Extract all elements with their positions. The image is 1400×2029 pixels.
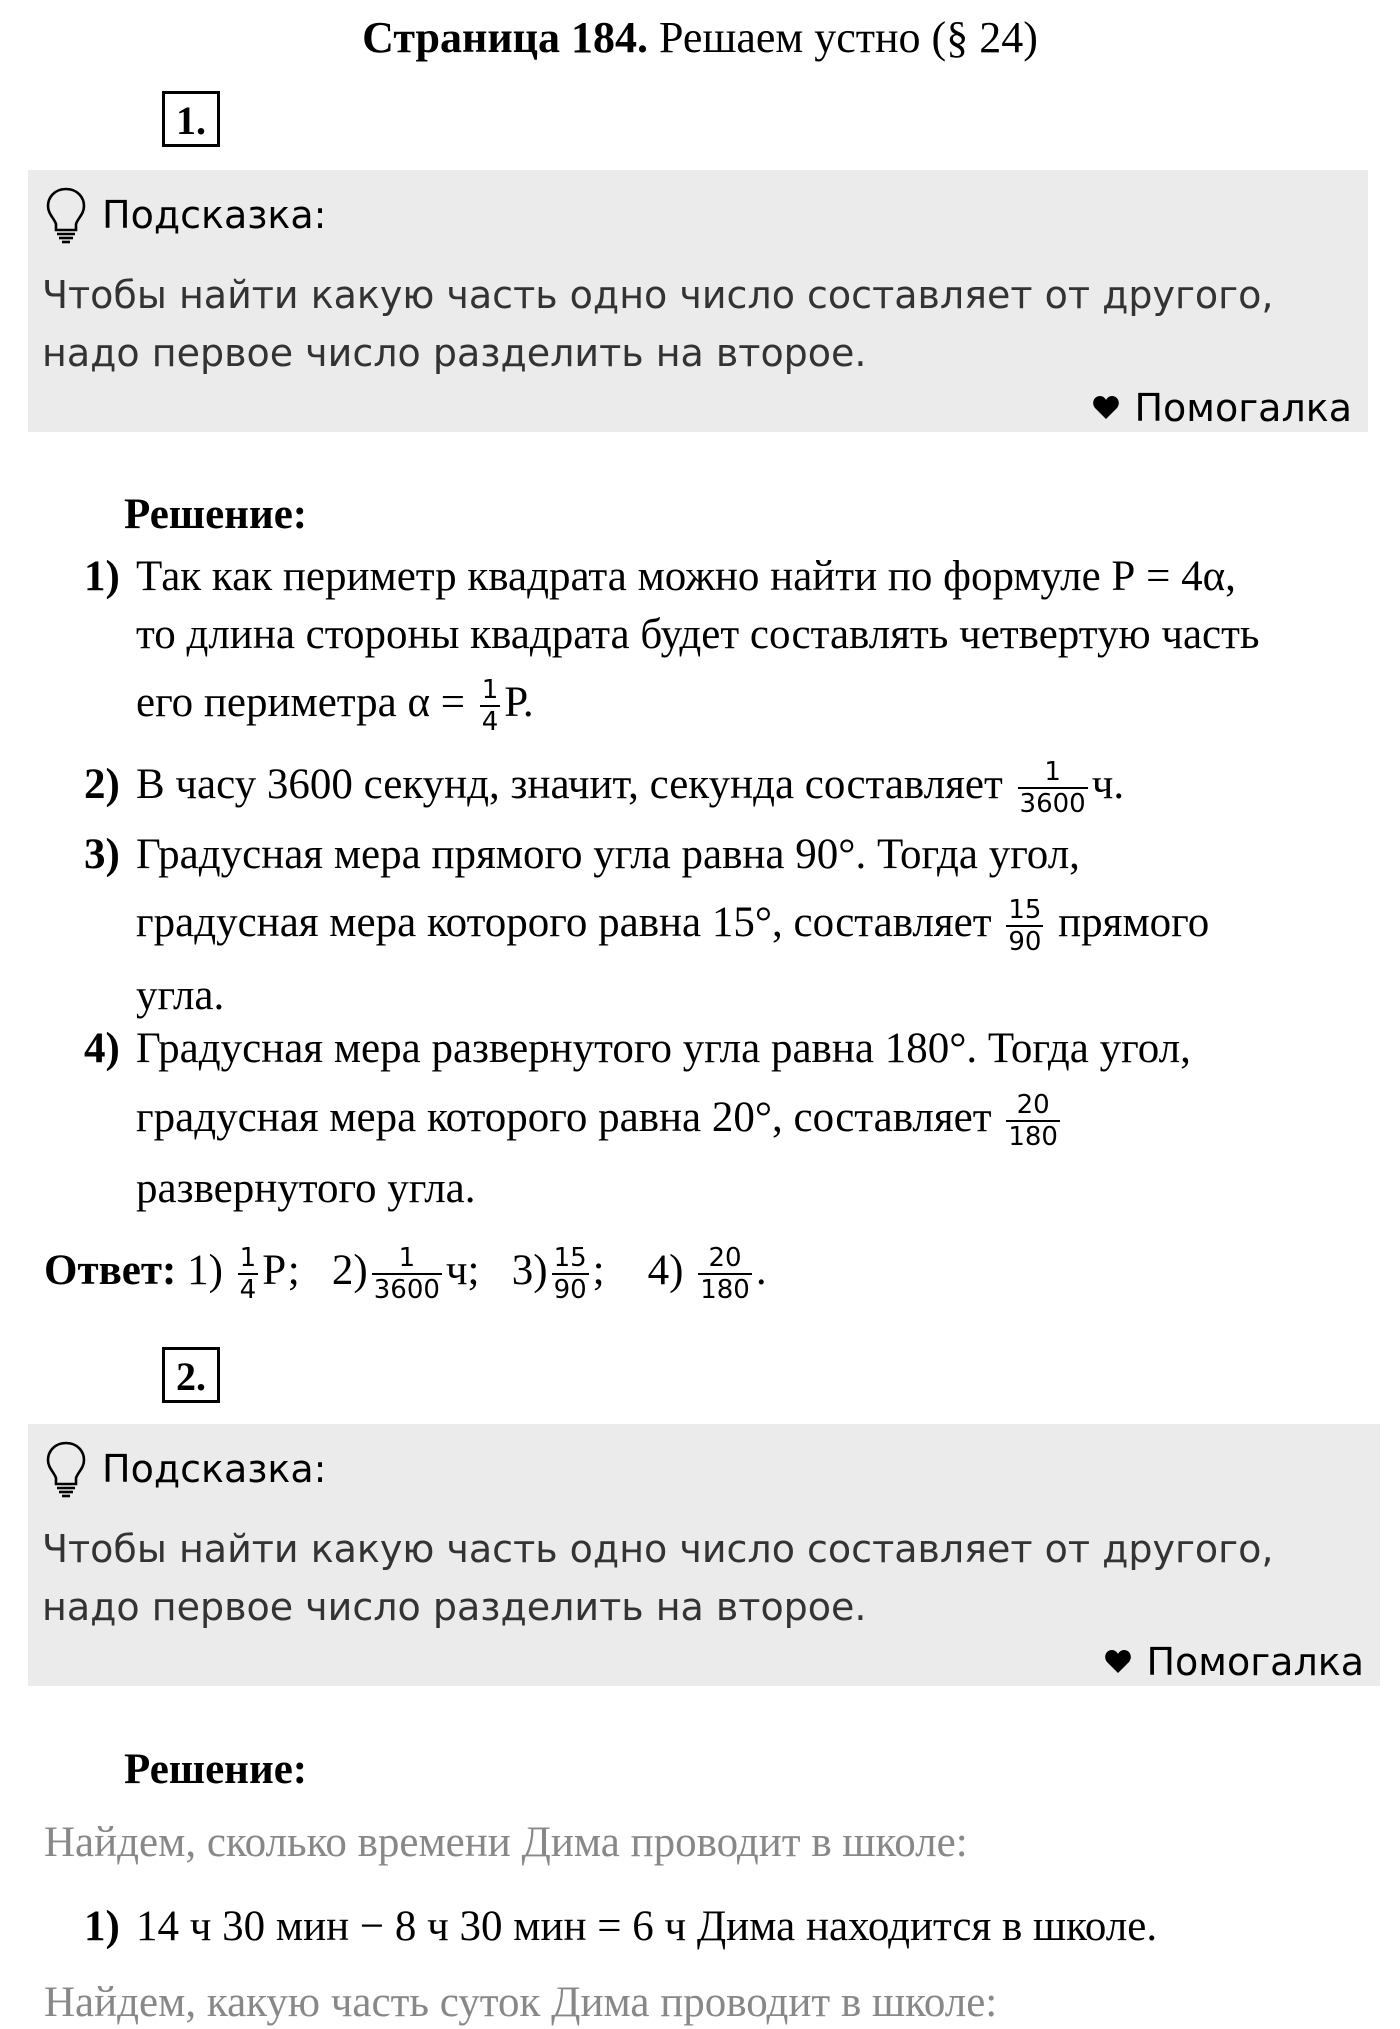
item-4-line-3: развернутого угла. bbox=[136, 1165, 476, 1212]
item-text: градусная мера которого равна 20°, составляет bbox=[136, 1094, 992, 1141]
fraction-denominator: 4 bbox=[239, 1275, 257, 1306]
item-number: 3) bbox=[84, 831, 120, 878]
fraction-numerator: 15 bbox=[553, 1243, 587, 1274]
page-title bbox=[0, 12, 1400, 63]
answer-label: Ответ: bbox=[44, 1247, 177, 1294]
answer-part: 2) bbox=[331, 1247, 368, 1294]
fraction-denominator: 90 bbox=[1008, 927, 1042, 958]
heart-icon bbox=[1104, 1649, 1132, 1675]
page-title-rest: Решаем устно (§ 24) bbox=[648, 13, 1038, 62]
hint-text: Чтобы найти какую часть одно число составляет от другого, надо первое число разделить на второе. bbox=[42, 1527, 1274, 1629]
fraction-numerator: 1 bbox=[481, 675, 499, 706]
fraction bbox=[480, 675, 501, 737]
task-number-1: 1. bbox=[162, 91, 220, 147]
answer-part: 4) bbox=[647, 1247, 684, 1294]
fraction-numerator: 20 bbox=[1016, 1090, 1050, 1121]
task-number-2: 2. bbox=[162, 1347, 220, 1403]
lightbulb-icon bbox=[44, 186, 88, 244]
item-number: 2) bbox=[84, 761, 120, 808]
item-number: 1) bbox=[84, 1903, 120, 1950]
item-number: 1) bbox=[84, 553, 120, 600]
solution-item-3 bbox=[84, 822, 1080, 888]
fraction bbox=[372, 1243, 442, 1305]
fraction-denominator: 3600 bbox=[373, 1275, 440, 1306]
answer-part: Р; bbox=[262, 1247, 300, 1294]
lightbulb-icon bbox=[44, 1440, 88, 1498]
item-line: Градусная мера развернутого угла равна 180°. Тогда угол, bbox=[136, 1025, 1191, 1072]
fraction-denominator: 180 bbox=[700, 1275, 750, 1306]
brand-label: Помогалка bbox=[1134, 386, 1352, 430]
heart-icon bbox=[1092, 395, 1120, 421]
answer-part: . bbox=[755, 1247, 767, 1294]
answer-part: 3) bbox=[511, 1247, 548, 1294]
item-3-line-2 bbox=[136, 890, 1209, 957]
item-text: градусная мера которого равна 15°, составляет bbox=[136, 899, 992, 946]
hint-header bbox=[44, 186, 326, 244]
item-text: прямого bbox=[1047, 899, 1210, 946]
solution-step-1 bbox=[84, 1894, 1157, 1960]
solution-intro-1: Найдем, сколько времени Дима проводит в школе: bbox=[44, 1819, 968, 1866]
fraction-denominator: 180 bbox=[1008, 1122, 1058, 1153]
hint-text: Чтобы найти какую часть одно число составляет от другого, надо первое число разделить на второе. bbox=[42, 273, 1274, 375]
answer-part: ч; bbox=[445, 1247, 480, 1294]
solution-item-2 bbox=[84, 752, 1124, 819]
item-text: Р. bbox=[504, 679, 534, 726]
page-title-bold: Страница 184. bbox=[362, 13, 649, 62]
fraction bbox=[698, 1243, 752, 1305]
fraction-numerator: 1 bbox=[1044, 757, 1061, 788]
item-4-line-2 bbox=[136, 1085, 1064, 1152]
hint-title: Подсказка: bbox=[102, 1447, 327, 1491]
hint-box-2 bbox=[28, 1424, 1380, 1686]
hint-header bbox=[44, 1440, 326, 1498]
fraction bbox=[1018, 757, 1088, 819]
item-line: Так как периметр квадрата можно найти по формуле Р = 4α, bbox=[136, 553, 1236, 600]
item-text: его периметра α = bbox=[136, 679, 465, 726]
fraction-numerator: 20 bbox=[708, 1243, 742, 1274]
fraction-numerator: 1 bbox=[398, 1243, 416, 1274]
fraction bbox=[552, 1243, 589, 1305]
fraction-numerator: 15 bbox=[1008, 895, 1042, 926]
fraction-denominator: 90 bbox=[553, 1275, 587, 1306]
item-1-line-2: то длина стороны квадрата будет составлять четвертую часть bbox=[136, 611, 1260, 658]
fraction bbox=[1006, 895, 1043, 957]
solution-item-4 bbox=[84, 1016, 1191, 1082]
brand-link[interactable] bbox=[1104, 1640, 1364, 1684]
item-1-line-3 bbox=[136, 670, 534, 737]
item-text: ч. bbox=[1091, 761, 1125, 808]
answer-line bbox=[44, 1238, 767, 1305]
answer-part: ; bbox=[592, 1247, 605, 1294]
fraction-numerator: 1 bbox=[239, 1243, 257, 1274]
brand-label: Помогалка bbox=[1146, 1640, 1364, 1684]
item-3-line-3: угла. bbox=[136, 972, 225, 1019]
solution-item-1 bbox=[84, 544, 1236, 610]
item-line: Градусная мера прямого угла равна 90°. Тогда угол, bbox=[136, 831, 1080, 878]
solution-title-2: Решение: bbox=[124, 1746, 308, 1793]
hint-box-1 bbox=[28, 170, 1368, 432]
fraction-denominator: 3600 bbox=[1019, 789, 1086, 820]
answer-part: 1) bbox=[187, 1247, 223, 1294]
item-text: 14 ч 30 мин − 8 ч 30 мин = 6 ч Дима находится в школе. bbox=[136, 1903, 1158, 1950]
hint-title: Подсказка: bbox=[102, 193, 327, 237]
brand-link[interactable] bbox=[1092, 386, 1352, 430]
item-text: В часу 3600 секунд, значит, секунда составляет bbox=[136, 761, 1003, 808]
solution-intro-2: Найдем, какую часть суток Дима проводит в школе: bbox=[44, 1979, 998, 2026]
item-number: 4) bbox=[84, 1025, 120, 1072]
fraction bbox=[238, 1243, 259, 1305]
fraction-denominator: 4 bbox=[481, 707, 499, 738]
solution-title-1: Решение: bbox=[124, 491, 308, 538]
fraction bbox=[1006, 1090, 1060, 1152]
